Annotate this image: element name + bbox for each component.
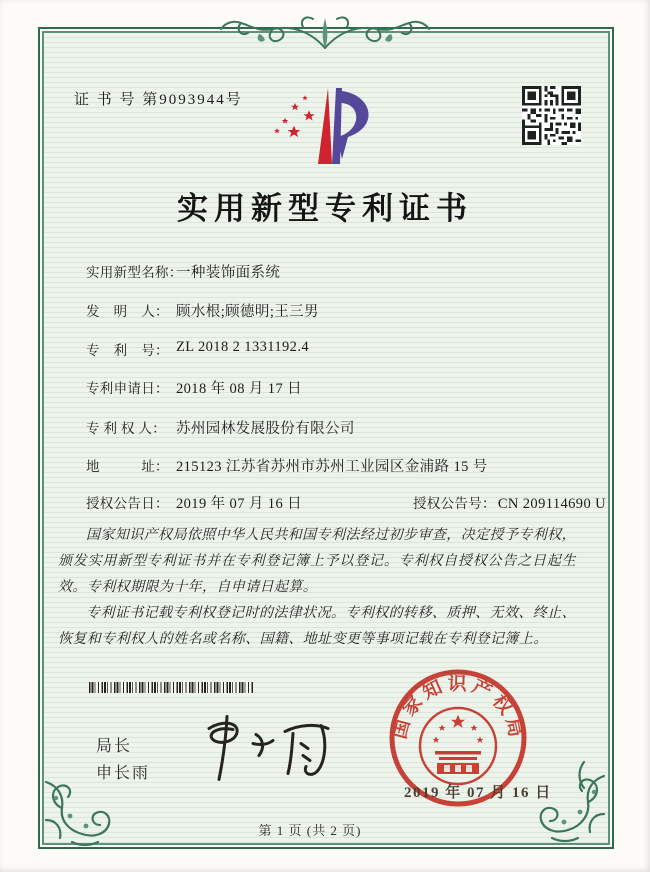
legal-paragraph-1: 国家知识产权局依照中华人民共和国专利法经过初步审查，决定授予专利权，颁发实用新型专利证书并在专利登记簿上予以登记。专利权自授权公告之日起生效。专利权期限为十年，自申请日起算。 (58, 528, 576, 595)
director-title: 局长 (96, 738, 133, 755)
signature-icon (193, 710, 333, 788)
grant-number-group (413, 492, 606, 513)
field-label: 专利申请日： (86, 381, 169, 396)
top-flourish-ornament (217, 14, 433, 60)
field-label: 地 址： (86, 459, 169, 474)
qr-code-icon (522, 86, 581, 145)
field-value: 215123 江苏省苏州市苏州工业园区金浦路 15 号 (176, 459, 488, 475)
grant-number-value: CN 209114690 U (497, 496, 606, 512)
field-row-grant (86, 492, 606, 514)
cnipa-patent-logo-icon (258, 80, 382, 172)
seal-text: 国家知识产权局 (389, 673, 527, 743)
national-emblem-icon (420, 708, 496, 784)
grant-date-label: 授权公告日： (86, 496, 169, 511)
grant-number-label: 授权公告号： (413, 496, 496, 511)
field-value: 苏州园林发展股份有限公司 (176, 421, 355, 437)
field-row-name (86, 261, 596, 283)
legal-text-block (58, 523, 576, 653)
grant-date-value: 2019 年 07 月 16 日 (176, 496, 303, 512)
field-value: 一种装饰面系统 (176, 265, 281, 281)
field-label: 专 利 权 人： (86, 421, 167, 436)
barcode-icon (89, 682, 253, 693)
seal-date: 2019 年 07 月 16 日 (404, 785, 552, 801)
legal-paragraph-2: 专利证书记载专利权登记时的法律状况。专利权的转移、质押、无效、终止、恢复和专利权人的姓名或名称、国籍、地址变更等事项记载在专利登记簿上。 (58, 606, 576, 647)
field-row-inventors (86, 300, 596, 322)
field-row-patentee (86, 417, 596, 439)
director-name: 申长雨 (96, 765, 151, 782)
field-value: ZL 2018 2 1331192.4 (176, 339, 309, 355)
field-label: 实用新型名称： (86, 265, 183, 280)
page-footer: 第 1 页 (共 2 页) (258, 823, 362, 838)
certificate-number: 证 书 号 第9093944号 (74, 92, 243, 108)
field-row-address (86, 455, 596, 477)
field-value: 顾水根;顾德明;王三男 (176, 304, 319, 320)
field-label: 发 明 人： (86, 304, 169, 319)
field-value: 2018 年 08 月 17 日 (176, 381, 303, 397)
certificate-title: 实用新型专利证书 (177, 191, 473, 226)
field-row-patent-number (86, 339, 596, 361)
field-row-filing-date (86, 377, 596, 399)
field-label: 专 利 号： (86, 343, 169, 358)
